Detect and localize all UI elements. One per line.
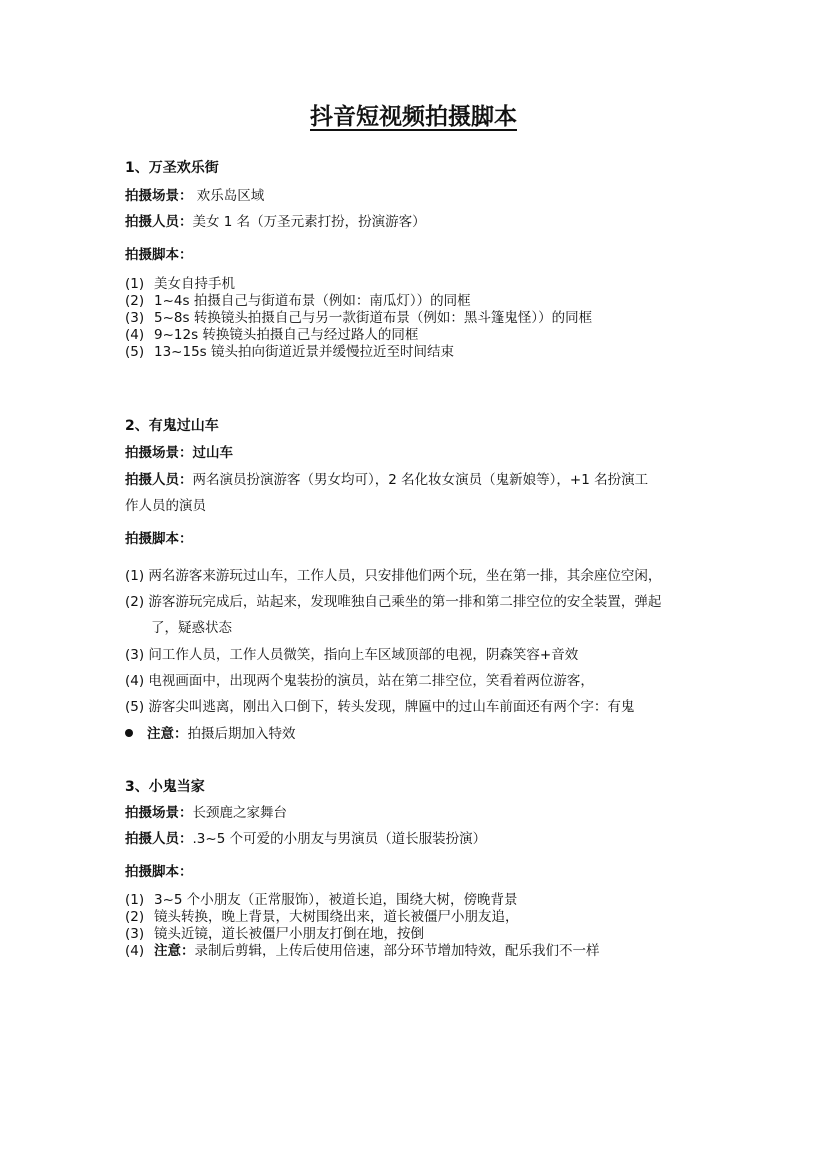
script-label: 拍摄脚本： xyxy=(125,247,193,263)
cast-label: 拍摄人员： xyxy=(125,214,193,230)
section-2 xyxy=(125,417,725,435)
section-1 xyxy=(125,159,725,177)
bullet-icon xyxy=(125,729,133,737)
scene-line xyxy=(125,186,725,206)
item-text: 1~4s 拍摄自己与街道布景（例如：南瓜灯））的同框 xyxy=(154,293,471,309)
script-label-line xyxy=(125,529,725,549)
item-number: (4) xyxy=(125,327,145,343)
item-number: (3) xyxy=(125,647,145,663)
item-text-continued: 了，疑惑状态 xyxy=(151,620,232,636)
item-text: 镜头转换，晚上背景，大树围绕出来，道长被僵尸小朋友追， xyxy=(154,909,519,925)
cast-value: .3~5 个可爱的小朋友与男演员（道长服装扮演） xyxy=(192,831,487,847)
item-number: (5) xyxy=(125,699,145,715)
script-label: 拍摄脚本： xyxy=(125,531,193,547)
cast-line xyxy=(125,212,725,232)
script-label-line xyxy=(125,245,725,265)
section-heading: 1、万圣欢乐街 xyxy=(125,160,219,176)
item-text: 录制后剪辑，上传后使用倍速，部分环节增加特效，配乐我们不一样 xyxy=(194,943,600,959)
scene-label: 拍摄场景： xyxy=(125,805,193,821)
item-text: 5~8s 转换镜头拍摄自己与另一款街道布景（例如：黑斗篷鬼怪））的同框 xyxy=(154,310,593,326)
item-text: 3~5 个小朋友（正常服饰），被道长追，围绕大树，傍晚背景 xyxy=(154,892,518,908)
list-item xyxy=(125,909,725,926)
list-item xyxy=(125,671,725,691)
cast-line xyxy=(125,470,725,490)
item-number: (1) xyxy=(125,568,145,584)
script-label-line xyxy=(125,862,725,882)
item-number: (3) xyxy=(125,310,145,326)
note-text: 拍摄后期加入特效 xyxy=(187,726,296,742)
item-number: (3) xyxy=(125,926,145,942)
list-item xyxy=(125,310,725,327)
script-label: 拍摄脚本： xyxy=(125,864,193,880)
scene-label: 拍摄场景： xyxy=(125,445,193,461)
list-item xyxy=(125,566,725,586)
item-number: (4) xyxy=(125,673,145,689)
list-item xyxy=(125,293,725,310)
list-item xyxy=(125,276,725,293)
item-text: 两名游客来游玩过山车，工作人员，只安排他们两个玩，坐在第一排，其余座位空闲， xyxy=(148,568,662,584)
item-text: 游客尖叫逃离，刚出入口倒下，转头发现，牌匾中的过山车前面还有两个字：有鬼 xyxy=(148,699,635,715)
scene-label: 拍摄场景： xyxy=(125,188,193,204)
scene-value: 过山车 xyxy=(192,445,233,461)
list-item xyxy=(125,327,725,344)
item-number: (5) xyxy=(125,344,145,360)
cast-value: 两名演员扮演游客（男女均可），2 名化妆女演员（鬼新娘等），+1 名扮演工 xyxy=(192,472,649,488)
scene-line xyxy=(125,803,725,823)
list-item xyxy=(125,892,725,909)
list-item-continued xyxy=(125,618,725,638)
list-item xyxy=(125,344,725,361)
item-number: (4) xyxy=(125,943,145,959)
cast-label: 拍摄人员： xyxy=(125,472,193,488)
item-text: 游客游玩完成后，站起来，发现唯独自己乘坐的第一排和第二排空位的安全装置，弹起 xyxy=(148,594,662,610)
section-heading: 2、有鬼过山车 xyxy=(125,418,219,434)
section-heading: 3、小鬼当家 xyxy=(125,779,205,795)
document-title-text: 抖音短视频拍摄脚本 xyxy=(310,104,517,130)
item-number: (1) xyxy=(125,276,145,292)
item-number: (1) xyxy=(125,892,145,908)
scene-line xyxy=(125,443,725,463)
item-number: (2) xyxy=(125,909,145,925)
item-text: 13~15s 镜头拍向街道近景并缓慢拉近至时间结束 xyxy=(154,344,454,360)
cast-line-cont xyxy=(125,496,725,516)
cast-value: 美女 1 名（万圣元素打扮，扮演游客） xyxy=(192,214,426,230)
item-text: 问工作人员，工作人员微笑，指向上车区域顶部的电视，阴森笑容+音效 xyxy=(148,647,579,663)
note-label: 注意： xyxy=(147,726,188,742)
list-item xyxy=(125,697,725,717)
note-label: 注意： xyxy=(154,943,195,959)
list-item xyxy=(125,592,725,612)
script-list xyxy=(125,892,725,960)
cast-value-continued: 作人员的演员 xyxy=(125,498,206,514)
cast-line xyxy=(125,829,725,849)
item-text: 电视画面中，出现两个鬼装扮的演员，站在第二排空位，笑看着两位游客， xyxy=(148,673,594,689)
cast-label: 拍摄人员： xyxy=(125,831,193,847)
list-item xyxy=(125,943,725,960)
list-item xyxy=(125,645,725,665)
scene-value: 长颈鹿之家舞台 xyxy=(192,805,287,821)
document-title xyxy=(0,98,827,131)
script-list xyxy=(125,276,725,361)
note-line xyxy=(125,724,725,744)
item-text: 9~12s 转换镜头拍摄自己与经过路人的同框 xyxy=(154,327,419,343)
scene-value: 欢乐岛区域 xyxy=(192,188,265,204)
item-text: 美女自持手机 xyxy=(154,276,235,292)
item-text: 镜头近镜，道长被僵尸小朋友打倒在地，按倒 xyxy=(154,926,424,942)
item-number: (2) xyxy=(125,293,145,309)
list-item xyxy=(125,926,725,943)
item-number: (2) xyxy=(125,594,145,610)
section-3 xyxy=(125,778,725,796)
